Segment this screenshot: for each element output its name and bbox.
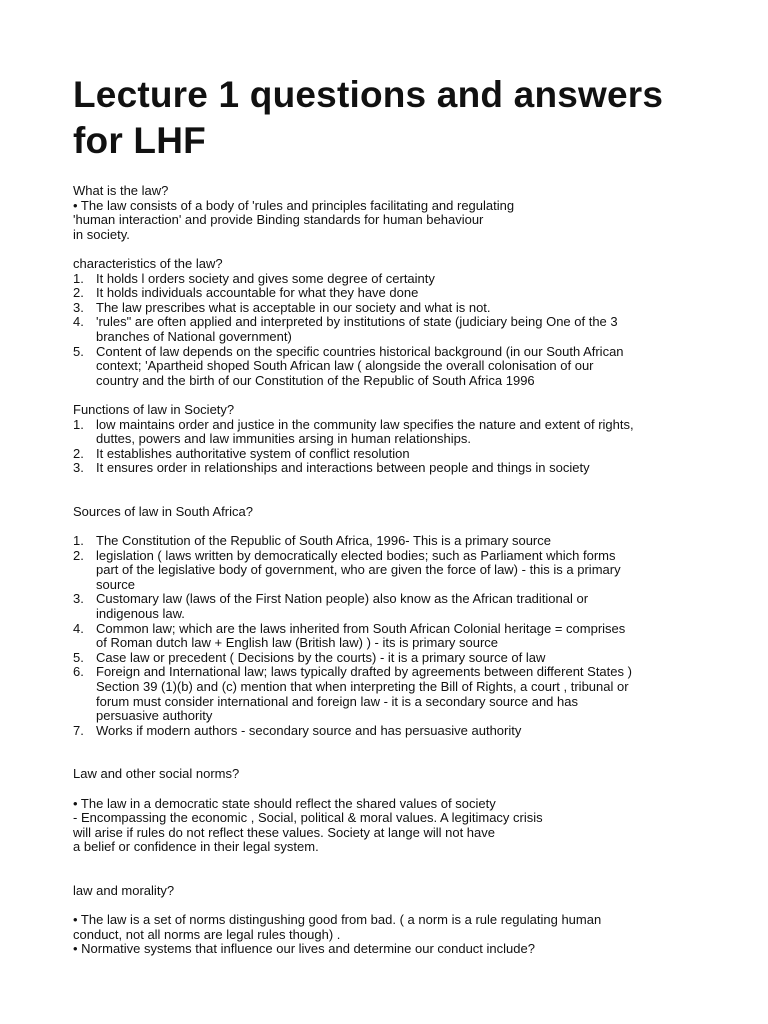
text-line: will arise if rules do not reflect these values. Society at lange will not have bbox=[73, 824, 495, 840]
text-line: Content of law depends on the specific countries historical background (in our South African bbox=[96, 343, 624, 359]
list-item bbox=[73, 315, 708, 344]
text-line: The law prescribes what is acceptable in our society and what is not. bbox=[96, 299, 491, 315]
section-heading: Sources of law in South Africa? bbox=[73, 503, 253, 519]
list-number: 3. bbox=[73, 299, 84, 315]
text-line: It ensures order in relationships and interactions between people and things in society bbox=[96, 460, 590, 476]
text-line: of Roman dutch law + English law (British law) ) - its is primary source bbox=[96, 635, 499, 651]
section-characteristics bbox=[73, 257, 708, 388]
text-line: conduct, not all norms are legal rules though) . bbox=[73, 926, 341, 942]
text-line: • Normative systems that influence our lives and determine our conduct include? bbox=[73, 941, 535, 957]
text-line: legislation ( laws written by democratically elected bodies; such as Parliament which forms bbox=[96, 547, 616, 563]
section-sources bbox=[73, 505, 708, 739]
list-number: 2. bbox=[73, 285, 84, 301]
list-item bbox=[73, 418, 708, 447]
section-heading: Functions of law in Society? bbox=[73, 401, 235, 417]
list-item bbox=[73, 665, 708, 723]
text-line: Case law or precedent ( Decisions by the courts) - it is a primary source of law bbox=[96, 649, 546, 665]
text-line: country and the birth of our Constitution of the Republic of South Africa 1996 bbox=[96, 372, 535, 388]
text-line: Section 39 (1)(b) and (c) mention that when interpreting the Bill of Rights, a court , tribunal or bbox=[96, 679, 629, 694]
text-line: low maintains order and justice in the community law specifies the nature and extent of rights, bbox=[96, 416, 634, 432]
text-line: in society. bbox=[73, 226, 130, 242]
text-line: Foreign and International law; laws typically drafted by agreements between different States ) bbox=[96, 664, 632, 680]
section-heading: What is the law? bbox=[73, 183, 169, 198]
text-line: a belief or confidence in their legal system. bbox=[73, 839, 319, 855]
list-number: 2. bbox=[73, 547, 84, 563]
list-item bbox=[73, 651, 708, 666]
list-number: 1. bbox=[73, 533, 84, 549]
section-what-is-law bbox=[73, 184, 708, 242]
text-line: • The law consists of a body of 'rules and principles facilitating and regulating bbox=[73, 197, 515, 213]
numbered-list bbox=[73, 418, 708, 476]
list-number: 7. bbox=[73, 722, 84, 738]
text-line: 'rules" are often applied and interpreted by institutions of state (judiciary being One of the 3 bbox=[96, 314, 618, 330]
list-number: 6. bbox=[73, 664, 84, 680]
document-body bbox=[73, 184, 708, 957]
text-line: forum must consider international and foreign law - it is a secondary source and has bbox=[96, 693, 578, 709]
text-line: It holds l orders society and gives some degree of certainty bbox=[96, 270, 435, 286]
text-line: • The law in a democratic state should reflect the shared values of society bbox=[73, 795, 496, 811]
list-item bbox=[73, 461, 708, 476]
text-line: Customary law (laws of the First Nation people) also know as the African traditional or bbox=[96, 591, 589, 607]
section-morality bbox=[73, 884, 708, 957]
text-line: It establishes authoritative system of conflict resolution bbox=[96, 445, 410, 461]
list-item bbox=[73, 724, 708, 739]
list-number: 1. bbox=[73, 270, 84, 286]
text-line: persuasive authority bbox=[96, 708, 213, 724]
list-item bbox=[73, 345, 708, 389]
list-number: 2. bbox=[73, 445, 84, 461]
text-line: indigenous law. bbox=[96, 606, 185, 622]
list-item bbox=[73, 272, 708, 287]
section-heading: characteristics of the law? bbox=[73, 255, 223, 271]
text-line: 'human interaction' and provide Binding standards for human behaviour bbox=[73, 212, 484, 228]
numbered-list bbox=[73, 272, 708, 389]
text-line: part of the legislative body of government, who are given the force of law) - this is a primary bbox=[96, 562, 621, 578]
section-social-norms bbox=[73, 767, 708, 855]
text-line: branches of National government) bbox=[96, 328, 292, 344]
text-line: • The law is a set of norms distingushing good from bad. ( a norm is a rule regulating human bbox=[73, 912, 602, 928]
list-item bbox=[73, 301, 708, 316]
list-item bbox=[73, 549, 708, 593]
list-item bbox=[73, 622, 708, 651]
section-heading: law and morality? bbox=[73, 882, 175, 898]
list-item bbox=[73, 447, 708, 462]
section-functions bbox=[73, 403, 708, 476]
text-line: The Constitution of the Republic of South Africa, 1996- This is a primary source bbox=[96, 533, 551, 549]
list-number: 4. bbox=[73, 314, 84, 330]
text-line: context; 'Apartheid shoped South African law ( alongside the overall colonisation of our bbox=[96, 358, 594, 374]
text-line: duttes, powers and law immunities arsing in human relationships. bbox=[96, 431, 472, 447]
list-item bbox=[73, 592, 708, 621]
list-number: 1. bbox=[73, 416, 84, 432]
list-number: 3. bbox=[73, 460, 84, 476]
list-number: 5. bbox=[73, 649, 84, 665]
list-number: 3. bbox=[73, 591, 84, 607]
text-line: Works if modern authors - secondary source and has persuasive authority bbox=[96, 722, 522, 738]
section-heading: Law and other social norms? bbox=[73, 766, 240, 782]
list-number: 4. bbox=[73, 620, 84, 636]
text-line: It holds individuals accountable for what they have done bbox=[96, 285, 419, 301]
numbered-list bbox=[73, 534, 708, 738]
text-line: - Encompassing the economic , Social, political & moral values. A legitimacy crisis bbox=[73, 810, 543, 826]
list-number: 5. bbox=[73, 343, 84, 359]
list-item bbox=[73, 534, 708, 549]
document-title: Lecture 1 questions and answers for LHF bbox=[73, 74, 664, 161]
text-line: source bbox=[96, 576, 136, 592]
list-item bbox=[73, 286, 708, 301]
text-line: Common law; which are the laws inherited from South African Colonial heritage = comprises bbox=[96, 620, 626, 636]
